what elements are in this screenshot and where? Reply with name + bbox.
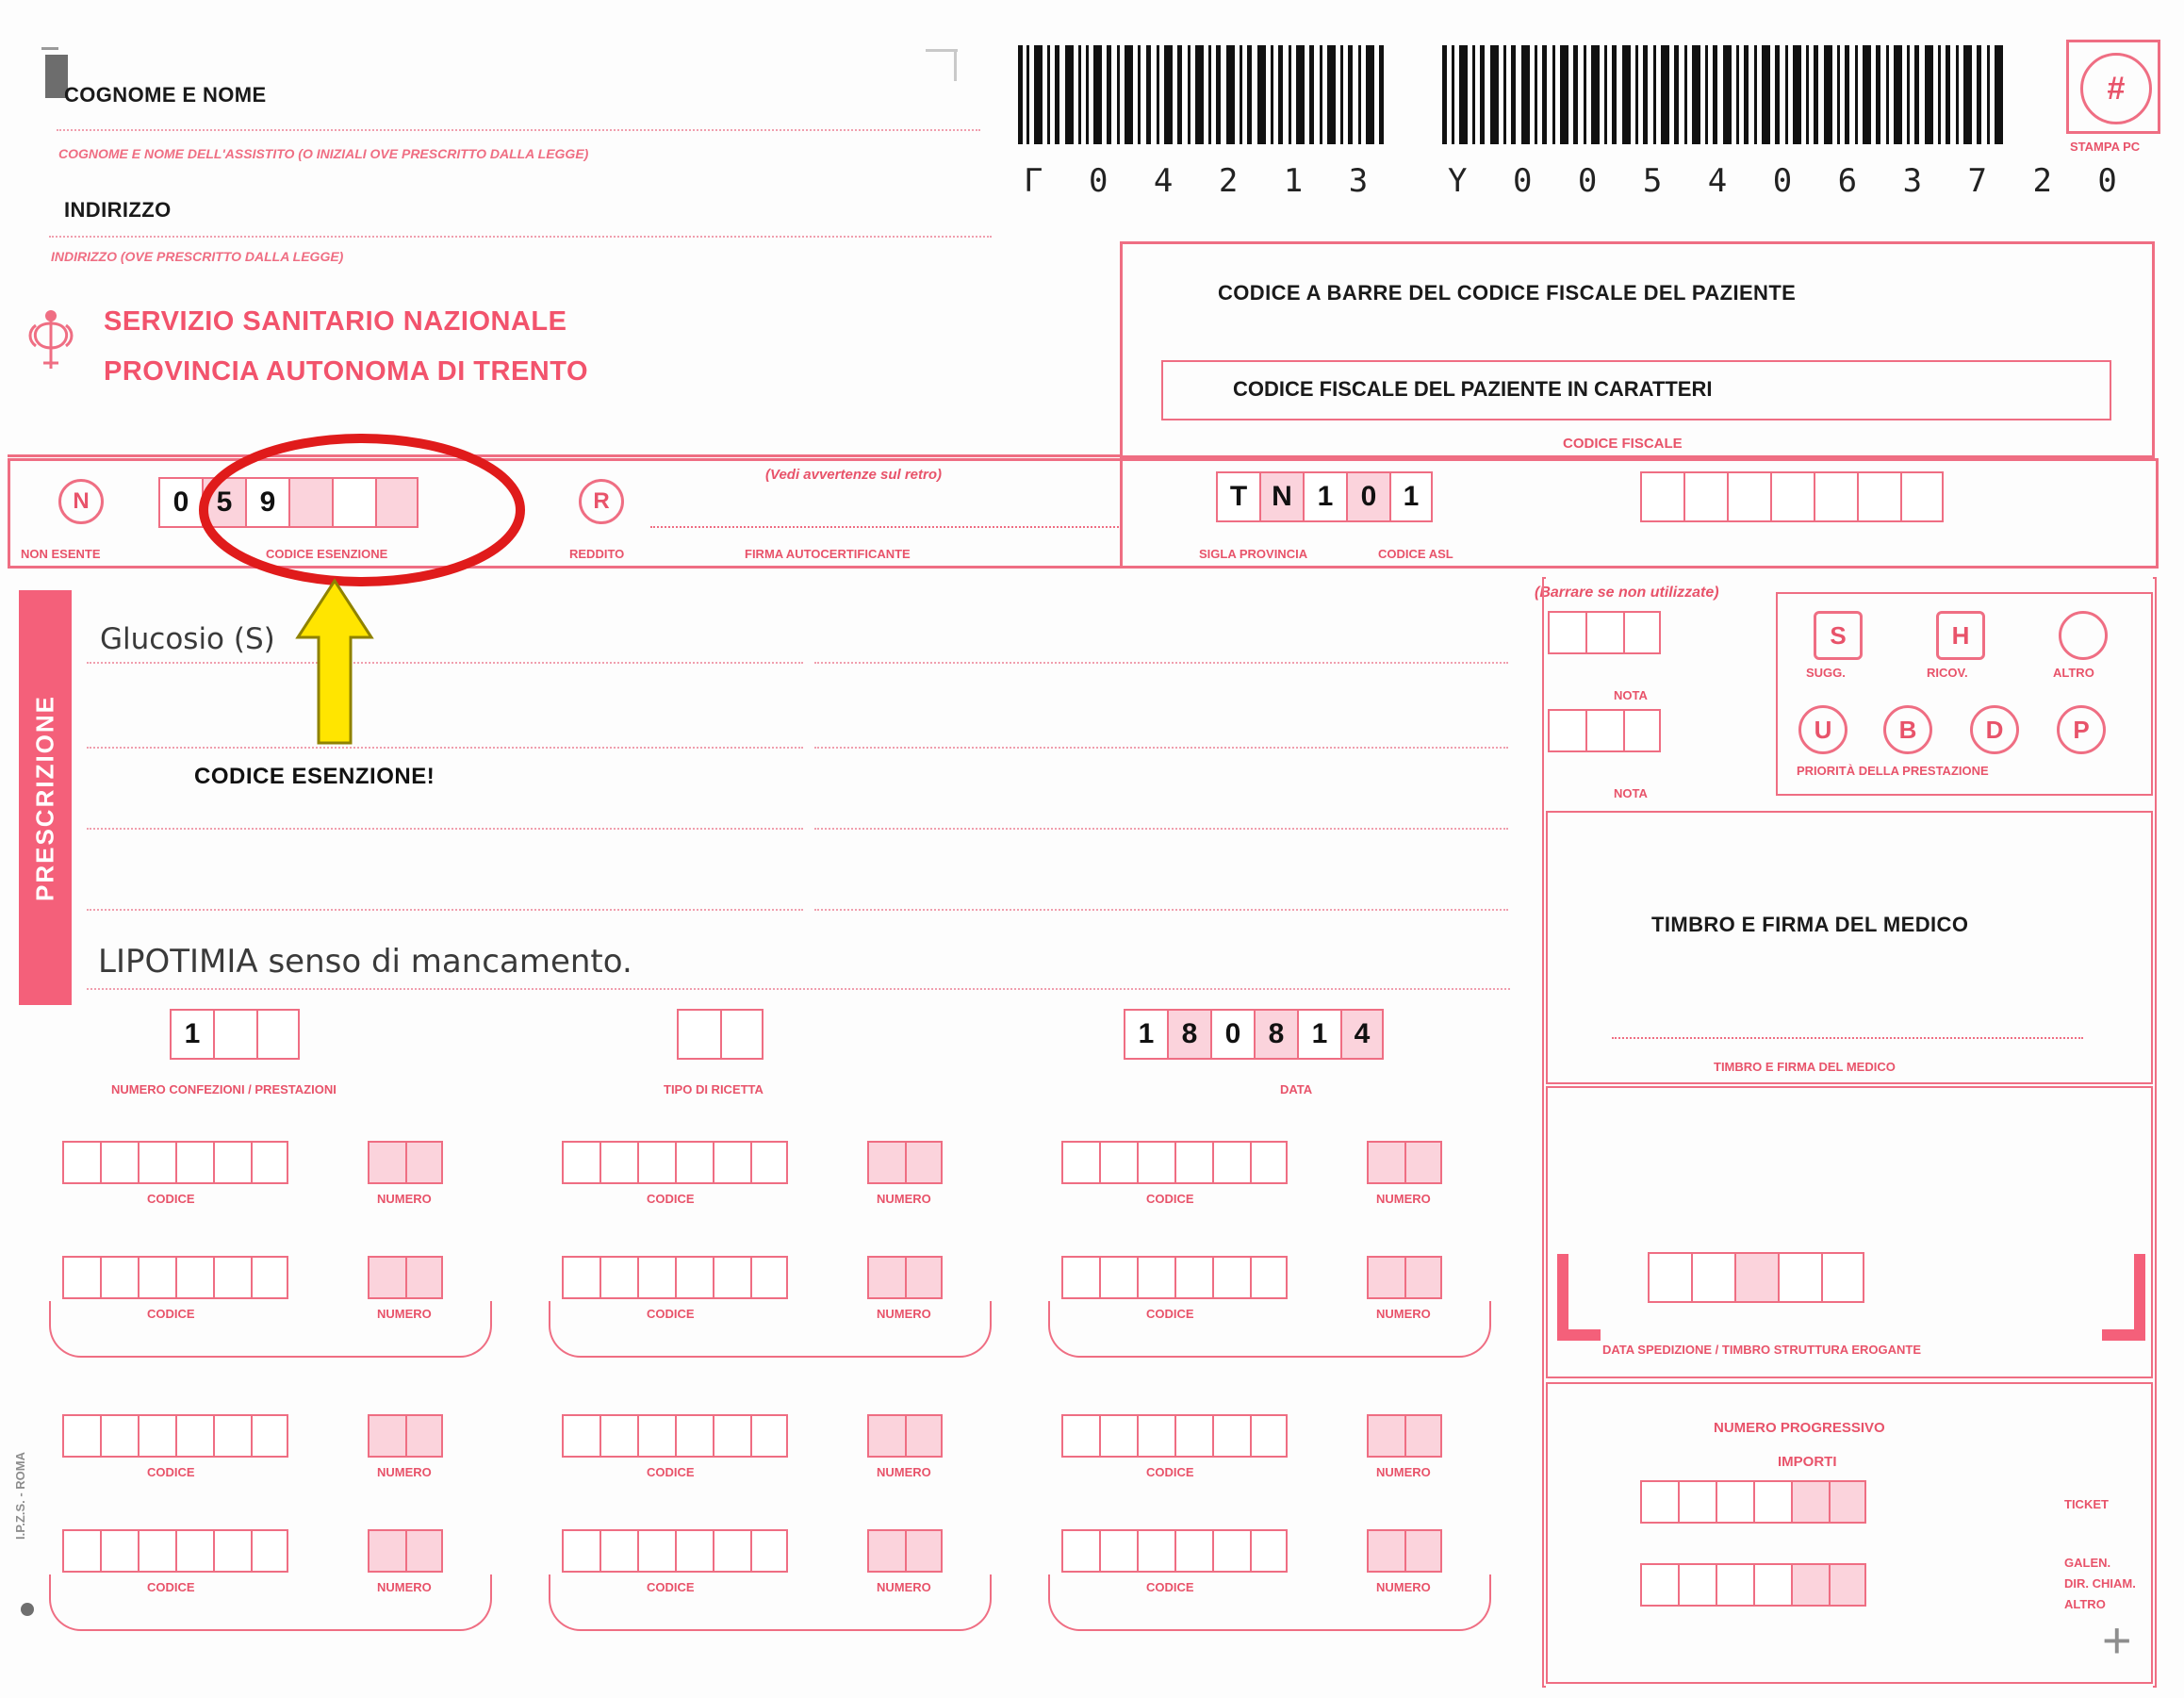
numero-box-1[interactable]: [1367, 1141, 1404, 1184]
corner-mark-top-right: [926, 49, 958, 52]
fiscal-code-characters-title: CODICE FISCALE DEL PAZIENTE IN CARATTERI: [1233, 377, 1713, 401]
codice-box-6[interactable]: [251, 1256, 288, 1299]
timbro-panel: [1546, 811, 2153, 1084]
spedizione-box-3[interactable]: [1734, 1252, 1778, 1303]
corner-mark-top-left-bracket: [41, 47, 58, 50]
numero-box-1[interactable]: [867, 1256, 905, 1299]
codice-box-4[interactable]: [675, 1414, 713, 1458]
label-indirizzo: INDIRIZZO: [64, 198, 172, 222]
annotation-label: CODICE ESENZIONE!: [194, 764, 435, 789]
reddito-circle[interactable]: R: [579, 479, 624, 524]
data-label: DATA: [1280, 1082, 1313, 1096]
stampa-pc-label: STAMPA PC: [2070, 140, 2141, 154]
tipo-ricetta-box-1[interactable]: [677, 1009, 720, 1060]
non-esente-label: NON ESENTE: [21, 547, 101, 561]
data-box-2[interactable]: 8: [1167, 1009, 1210, 1060]
flag-b[interactable]: B: [1883, 705, 1932, 754]
codice-caption: CODICE: [647, 1580, 695, 1594]
codice-caption: CODICE: [147, 1580, 195, 1594]
fiscal-barcode-title: CODICE A BARRE DEL CODICE FISCALE DEL PAZIENTE: [1218, 281, 1797, 305]
prescrizione-tab: PRESCRIZIONE: [19, 590, 72, 1005]
codice-box-2[interactable]: [100, 1414, 138, 1458]
codice-box-2[interactable]: [599, 1256, 637, 1299]
nota1-box-3[interactable]: [1623, 611, 1661, 654]
barcode-right-number: Y 0 0 5 4 0 6 3 7 2 0: [1448, 162, 2130, 200]
codice-row[interactable]: [1061, 1256, 1288, 1299]
codice-box-3[interactable]: [138, 1529, 175, 1573]
prescrizione-line-1-right[interactable]: [814, 660, 1508, 664]
data-box-6[interactable]: 4: [1340, 1009, 1384, 1060]
nota1-box-1[interactable]: [1548, 611, 1585, 654]
ente-line-1: SERVIZIO SANITARIO NAZIONALE: [104, 306, 567, 337]
nota2-box-3[interactable]: [1623, 709, 1661, 752]
codice-box-2[interactable]: [1099, 1414, 1137, 1458]
codice-caption: CODICE: [147, 1192, 195, 1206]
codice-box-1[interactable]: [62, 1414, 100, 1458]
codice-box-1[interactable]: [62, 1256, 100, 1299]
codice-box-3[interactable]: [138, 1414, 175, 1458]
numero-box-1[interactable]: [368, 1529, 405, 1573]
dot-bottom-left: [21, 1603, 34, 1616]
codice-box-6[interactable]: [750, 1141, 788, 1184]
numero-box-1[interactable]: [867, 1141, 905, 1184]
priorita-label: PRIORITÀ DELLA PRESTAZIONE: [1797, 764, 1989, 778]
corner-mark-top-right-v: [954, 49, 957, 81]
codice-box-4[interactable]: [1174, 1529, 1212, 1573]
codice-row[interactable]: [562, 1529, 788, 1573]
codice-box-3[interactable]: [1137, 1414, 1174, 1458]
codice-box-5[interactable]: [713, 1529, 750, 1573]
codice-box-3[interactable]: [138, 1141, 175, 1184]
asl-right-box-1[interactable]: [1640, 471, 1683, 522]
codice-box-1[interactable]: [62, 1141, 100, 1184]
tipo-ricetta-box-2[interactable]: [720, 1009, 764, 1060]
codice-box-4[interactable]: [1174, 1256, 1212, 1299]
asl-box-3[interactable]: 1: [1303, 471, 1346, 522]
codice-caption: CODICE: [647, 1192, 695, 1206]
timbro-title: TIMBRO E FIRMA DEL MEDICO: [1651, 913, 1969, 936]
codice-box-2[interactable]: [599, 1141, 637, 1184]
flag-d[interactable]: D: [1970, 705, 2019, 754]
flag-p[interactable]: P: [2057, 705, 2106, 754]
nota2-box-1[interactable]: [1548, 709, 1585, 752]
codice-box-1[interactable]: [62, 1529, 100, 1573]
flag-altro-label: ALTRO: [2053, 666, 2094, 680]
codice-box-5[interactable]: [1212, 1529, 1250, 1573]
numero-caption: NUMERO: [877, 1580, 931, 1594]
galen-box-2[interactable]: [1678, 1563, 1716, 1607]
spedizione-boxes[interactable]: [1648, 1252, 1864, 1303]
prescrizione-line-4-left[interactable]: [87, 907, 803, 911]
numero-box-2[interactable]: [905, 1529, 943, 1573]
numero-row[interactable]: [368, 1529, 443, 1573]
codice-box-6[interactable]: [1250, 1529, 1288, 1573]
codice-box-5[interactable]: [213, 1141, 251, 1184]
prescrizione-line-3-left[interactable]: [87, 826, 803, 830]
prescrizione-text-5: LIPOTIMIA senso di mancamento.: [98, 943, 632, 981]
label-indirizzo-sub: INDIRIZZO (OVE PRESCRITTO DALLA LEGGE): [51, 249, 344, 264]
asl-box-4[interactable]: 0: [1346, 471, 1389, 522]
codice-box-5[interactable]: [1212, 1414, 1250, 1458]
codice-box-6[interactable]: [251, 1529, 288, 1573]
galen-box-5[interactable]: [1791, 1563, 1829, 1607]
ticket-box-5[interactable]: [1791, 1480, 1829, 1524]
codice-caption: CODICE: [147, 1307, 195, 1321]
ticket-box-1[interactable]: [1640, 1480, 1678, 1524]
codice-box-3[interactable]: [1137, 1529, 1174, 1573]
codice-row[interactable]: [1061, 1141, 1288, 1184]
numero-caption: NUMERO: [1376, 1580, 1431, 1594]
numero-row[interactable]: [1367, 1141, 1442, 1184]
codice-box-1[interactable]: [1061, 1256, 1099, 1299]
asl-right-box-2[interactable]: [1683, 471, 1727, 522]
asl-box-2[interactable]: N: [1259, 471, 1303, 522]
rule-left-border: [8, 458, 10, 569]
numero-box-2[interactable]: [1404, 1529, 1442, 1573]
galen-label-3: ALTRO: [2064, 1597, 2106, 1611]
rule-vertical-esenzione: [1120, 458, 1123, 569]
confezioni-box-1[interactable]: 1: [170, 1009, 213, 1060]
importi-ticket-boxes[interactable]: [1640, 1480, 1866, 1524]
numero-box-1[interactable]: [1367, 1414, 1404, 1458]
numero-row[interactable]: [1367, 1414, 1442, 1458]
confezioni-label: NUMERO CONFEZIONI / PRESTAZIONI: [111, 1082, 337, 1096]
codice-box-4[interactable]: [175, 1529, 213, 1573]
numero-caption: NUMERO: [877, 1307, 931, 1321]
asl-right-boxes[interactable]: [1640, 471, 1944, 522]
numero-box-1[interactable]: [368, 1414, 405, 1458]
nota-label-2: NOTA: [1614, 786, 1648, 800]
fiscal-code-panel: [1120, 241, 2155, 458]
codice-box-5[interactable]: [1212, 1141, 1250, 1184]
barrare-note: (Barrare se non utilizzate): [1535, 585, 1719, 601]
codice-box-2[interactable]: [100, 1141, 138, 1184]
codice-box-6[interactable]: [750, 1256, 788, 1299]
vedi-avvertenze-note: (Vedi avvertenze sul retro): [765, 467, 943, 483]
numero-row[interactable]: [867, 1529, 943, 1573]
codice-box-2[interactable]: [599, 1414, 637, 1458]
ticket-box-4[interactable]: [1753, 1480, 1791, 1524]
codice-asl-label: CODICE ASL: [1378, 547, 1453, 561]
numero-box-1[interactable]: [867, 1414, 905, 1458]
galen-box-3[interactable]: [1716, 1563, 1753, 1607]
codice-box-1[interactable]: [562, 1256, 599, 1299]
codice-box-4[interactable]: [1174, 1414, 1212, 1458]
barcode-left: [1018, 45, 1386, 144]
numero-box-1[interactable]: [867, 1529, 905, 1573]
flag-ricov[interactable]: H: [1936, 611, 1985, 660]
codice-box-6[interactable]: [251, 1141, 288, 1184]
data-box-5[interactable]: 1: [1297, 1009, 1340, 1060]
numero-box-2[interactable]: [405, 1414, 443, 1458]
spedizione-box-2[interactable]: [1691, 1252, 1734, 1303]
codice-row[interactable]: [62, 1256, 288, 1299]
data-box-1[interactable]: 1: [1124, 1009, 1167, 1060]
numero-row[interactable]: [867, 1141, 943, 1184]
asl-right-box-5[interactable]: [1814, 471, 1857, 522]
flag-ricov-label: RICOV.: [1927, 666, 1968, 680]
numero-row[interactable]: [368, 1256, 443, 1299]
ticket-box-2[interactable]: [1678, 1480, 1716, 1524]
spedizione-box-1[interactable]: [1648, 1252, 1691, 1303]
codice-box-3[interactable]: [637, 1414, 675, 1458]
spedizione-bracket-left: [1557, 1254, 1601, 1341]
prescrizione-text-1: Glucosio (S): [100, 622, 275, 656]
codice-row[interactable]: [562, 1414, 788, 1458]
ticket-box-3[interactable]: [1716, 1480, 1753, 1524]
prescrizione-line-2-left[interactable]: [87, 745, 803, 749]
progressivo-label: NUMERO PROGRESSIVO: [1714, 1420, 1885, 1436]
codice-caption: CODICE: [1146, 1580, 1194, 1594]
codice-box-4[interactable]: [175, 1141, 213, 1184]
codice-box-3[interactable]: [138, 1256, 175, 1299]
codice-box-2[interactable]: [1099, 1529, 1137, 1573]
asl-boxes[interactable]: [1216, 471, 1433, 522]
codice-box-3[interactable]: [637, 1529, 675, 1573]
codice-caption: CODICE: [647, 1465, 695, 1479]
codice-row[interactable]: [62, 1414, 288, 1458]
codice-box-6[interactable]: [1250, 1414, 1288, 1458]
galen-label-1: GALEN.: [2064, 1556, 2111, 1570]
numero-box-2[interactable]: [905, 1256, 943, 1299]
firma-autocertificante-label: FIRMA AUTOCERTIFICANTE: [745, 547, 911, 561]
numero-box-2[interactable]: [405, 1529, 443, 1573]
firma-autocertificante-field[interactable]: [650, 524, 1122, 528]
ipzs-footer: I.P.Z.S. - ROMA: [13, 1452, 27, 1540]
codice-box-1[interactable]: [562, 1414, 599, 1458]
codice-box-2[interactable]: [599, 1529, 637, 1573]
codice-box-1[interactable]: [1061, 1529, 1099, 1573]
codice-row[interactable]: [62, 1529, 288, 1573]
codice-box-5[interactable]: [713, 1256, 750, 1299]
codice-box-3[interactable]: [1137, 1256, 1174, 1299]
codice-esenzione-box-3[interactable]: 9: [245, 477, 288, 528]
prescrizione-line-3-right[interactable]: [814, 826, 1508, 830]
numero-box-1[interactable]: [368, 1256, 405, 1299]
timbro-signature-line[interactable]: [1612, 1035, 2083, 1039]
codice-box-5[interactable]: [1212, 1256, 1250, 1299]
annotation-arrow: [292, 577, 377, 747]
codice-box-1[interactable]: [1061, 1141, 1099, 1184]
codice-esenzione-box-1[interactable]: 0: [158, 477, 202, 528]
spedizione-panel: [1546, 1086, 2153, 1378]
spedizione-box-4[interactable]: [1778, 1252, 1821, 1303]
numero-row[interactable]: [1367, 1256, 1442, 1299]
codice-box-1[interactable]: [562, 1141, 599, 1184]
prescrizione-line-2-right[interactable]: [814, 745, 1508, 749]
codice-box-4[interactable]: [175, 1414, 213, 1458]
numero-caption: NUMERO: [1376, 1192, 1431, 1206]
codice-box-5[interactable]: [213, 1256, 251, 1299]
codice-box-5[interactable]: [213, 1529, 251, 1573]
numero-box-2[interactable]: [405, 1141, 443, 1184]
spedizione-caption: DATA SPEDIZIONE / TIMBRO STRUTTURA EROGANTE: [1602, 1343, 1921, 1357]
codice-caption: CODICE: [147, 1465, 195, 1479]
codice-box-3[interactable]: [637, 1141, 675, 1184]
codice-box-5[interactable]: [713, 1141, 750, 1184]
fiscal-code-caption: CODICE FISCALE: [1563, 436, 1683, 452]
data-boxes[interactable]: [1124, 1009, 1384, 1060]
numero-box-2[interactable]: [1404, 1256, 1442, 1299]
numero-box-2[interactable]: [905, 1414, 943, 1458]
codice-box-2[interactable]: [100, 1256, 138, 1299]
codice-row[interactable]: [562, 1141, 788, 1184]
sigla-provincia-label: SIGLA PROVINCIA: [1199, 547, 1308, 561]
numero-box-2[interactable]: [1404, 1414, 1442, 1458]
codice-box-5[interactable]: [713, 1414, 750, 1458]
prescrizione-line-4-right[interactable]: [814, 907, 1508, 911]
numero-box-1[interactable]: [1367, 1256, 1404, 1299]
asl-box-5[interactable]: 1: [1389, 471, 1433, 522]
codice-box-6[interactable]: [1250, 1141, 1288, 1184]
stampa-pc-circle: #: [2080, 53, 2152, 124]
numero-row[interactable]: [368, 1141, 443, 1184]
codice-row[interactable]: [562, 1256, 788, 1299]
barcode-left-number: Γ 0 4 2 1 3: [1024, 162, 1382, 200]
ticket-label: TICKET: [2064, 1497, 2109, 1511]
label-cognome-nome: COGNOME E NOME: [64, 83, 267, 107]
codice-caption: CODICE: [1146, 1192, 1194, 1206]
numero-caption: NUMERO: [1376, 1307, 1431, 1321]
numero-box-1[interactable]: [1367, 1529, 1404, 1573]
flag-sugg-label: SUGG.: [1806, 666, 1846, 680]
rule-upper: [8, 454, 1120, 457]
flag-u[interactable]: U: [1798, 705, 1847, 754]
data-box-3[interactable]: 0: [1210, 1009, 1254, 1060]
numero-box-2[interactable]: [405, 1256, 443, 1299]
codice-box-4[interactable]: [675, 1141, 713, 1184]
numero-caption: NUMERO: [877, 1192, 931, 1206]
tipo-ricetta-label: TIPO DI RICETTA: [664, 1082, 764, 1096]
flag-altro[interactable]: [2059, 611, 2108, 660]
asl-right-box-7[interactable]: [1900, 471, 1944, 522]
numero-caption: NUMERO: [377, 1580, 432, 1594]
data-box-4[interactable]: 8: [1254, 1009, 1297, 1060]
numero-caption: NUMERO: [377, 1465, 432, 1479]
timbro-caption: TIMBRO E FIRMA DEL MEDICO: [1714, 1060, 1896, 1074]
numero-caption: NUMERO: [1376, 1465, 1431, 1479]
numero-caption: NUMERO: [377, 1192, 432, 1206]
annotation-circle: [194, 429, 530, 591]
codice-row[interactable]: [1061, 1529, 1288, 1573]
non-esente-circle[interactable]: N: [58, 479, 104, 524]
codice-box-6[interactable]: [251, 1414, 288, 1458]
prescrizione-line-5[interactable]: [87, 986, 1510, 990]
nota-boxes-1[interactable]: [1548, 611, 1661, 654]
numero-caption: NUMERO: [877, 1465, 931, 1479]
codice-esenzione-label: CODICE ESENZIONE: [266, 547, 388, 561]
codice-box-4[interactable]: [175, 1256, 213, 1299]
crosshair-bottom-right: +: [2102, 1612, 2132, 1669]
codice-box-3[interactable]: [1137, 1141, 1174, 1184]
codice-box-3[interactable]: [637, 1256, 675, 1299]
codice-caption: CODICE: [647, 1307, 695, 1321]
numero-row[interactable]: [867, 1256, 943, 1299]
label-cognome-nome-sub: COGNOME E NOME DELL'ASSISTITO (O INIZIALI OVE PRESCRITTO DALLA LEGGE): [58, 146, 589, 161]
galen-box-4[interactable]: [1753, 1563, 1791, 1607]
ticket-box-6[interactable]: [1829, 1480, 1866, 1524]
numero-row[interactable]: [867, 1414, 943, 1458]
nota1-box-2[interactable]: [1585, 611, 1623, 654]
codice-box-5[interactable]: [213, 1414, 251, 1458]
spedizione-box-5[interactable]: [1821, 1252, 1864, 1303]
codice-box-6[interactable]: [750, 1529, 788, 1573]
field-cognome-nome: [57, 127, 980, 131]
codice-box-6[interactable]: [1250, 1256, 1288, 1299]
codice-box-1[interactable]: [562, 1529, 599, 1573]
rule-right-border: [2156, 458, 2159, 569]
numero-box-1[interactable]: [368, 1141, 405, 1184]
asl-right-box-6[interactable]: [1857, 471, 1900, 522]
codice-box-4[interactable]: [675, 1256, 713, 1299]
codice-row[interactable]: [62, 1141, 288, 1184]
galen-label-2: DIR. CHIAM.: [2064, 1576, 2136, 1591]
codice-esenzione-box-2[interactable]: 5: [202, 477, 245, 528]
codice-box-2[interactable]: [1099, 1256, 1137, 1299]
confezioni-boxes[interactable]: [170, 1009, 300, 1060]
nota2-box-2[interactable]: [1585, 709, 1623, 752]
nota-label-1: NOTA: [1614, 688, 1648, 702]
spedizione-bracket-right: [2102, 1254, 2145, 1341]
numero-box-2[interactable]: [905, 1141, 943, 1184]
numero-row[interactable]: [1367, 1529, 1442, 1573]
codice-box-2[interactable]: [100, 1529, 138, 1573]
asl-right-box-4[interactable]: [1770, 471, 1814, 522]
importi-galen-boxes[interactable]: [1640, 1563, 1866, 1607]
galen-box-1[interactable]: [1640, 1563, 1678, 1607]
asl-box-1[interactable]: T: [1216, 471, 1259, 522]
asl-right-box-3[interactable]: [1727, 471, 1770, 522]
galen-box-6[interactable]: [1829, 1563, 1866, 1607]
nota-boxes-2[interactable]: [1548, 709, 1661, 752]
numero-caption: NUMERO: [377, 1307, 432, 1321]
codice-caption: CODICE: [1146, 1465, 1194, 1479]
confezioni-box-2[interactable]: [213, 1009, 256, 1060]
confezioni-box-3[interactable]: [256, 1009, 300, 1060]
codice-row[interactable]: [1061, 1414, 1288, 1458]
codice-box-4[interactable]: [1174, 1141, 1212, 1184]
codice-box-1[interactable]: [1061, 1414, 1099, 1458]
codice-box-4[interactable]: [675, 1529, 713, 1573]
numero-row[interactable]: [368, 1414, 443, 1458]
numero-box-2[interactable]: [1404, 1141, 1442, 1184]
importi-label: IMPORTI: [1778, 1454, 1837, 1470]
prescrizione-line-1-left[interactable]: [87, 660, 803, 664]
reddito-label: REDDITO: [569, 547, 625, 561]
flag-sugg[interactable]: S: [1814, 611, 1863, 660]
codice-box-6[interactable]: [750, 1414, 788, 1458]
codice-box-2[interactable]: [1099, 1141, 1137, 1184]
barcode-right: [1442, 45, 2008, 144]
field-indirizzo: [49, 234, 992, 238]
tipo-ricetta-boxes[interactable]: [677, 1009, 764, 1060]
ente-line-2: PROVINCIA AUTONOMA DI TRENTO: [104, 356, 588, 387]
caduceus-icon: [23, 306, 79, 374]
codice-caption: CODICE: [1146, 1307, 1194, 1321]
